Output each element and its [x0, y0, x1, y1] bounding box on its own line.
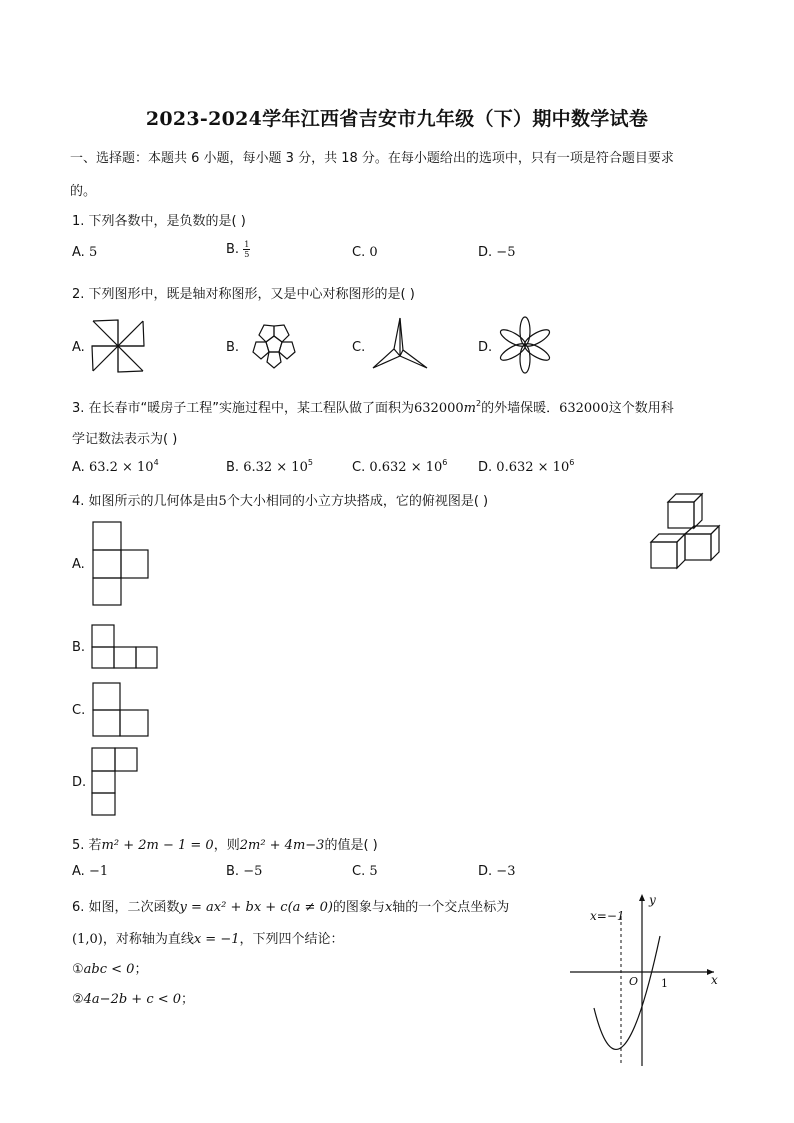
- q3-stem-unit: m: [463, 401, 476, 416]
- q4-stem-pre: 4. 如图所示的几何体是由: [72, 494, 219, 509]
- q5-option-a: [72, 864, 108, 879]
- q6-function: y = ax² + bx + c(a ≠ 0): [179, 900, 333, 915]
- q6-parabola-graph: [564, 890, 734, 1072]
- q1-option-a: [72, 245, 97, 260]
- q1-option-c: [352, 245, 378, 260]
- q4-c-top-view: [92, 682, 150, 738]
- q4-b-top-view: [91, 624, 159, 670]
- q5-a-value: −1: [88, 864, 109, 879]
- q4-c-label: C.: [72, 703, 86, 718]
- q1-option-d: [478, 245, 515, 260]
- q3-c-base: 0.632 × 10: [369, 460, 443, 475]
- q3-d-base: 0.632 × 10: [496, 460, 570, 475]
- q1-option-b: [226, 240, 250, 259]
- q6-c2-mark: ②: [72, 992, 84, 1007]
- q1-b-label: B.: [226, 242, 240, 257]
- q1-stem: 1. 下列各数中，是负数的是( ): [72, 214, 246, 229]
- q4-b-label: B.: [72, 640, 86, 655]
- q5-a-label: A.: [72, 864, 85, 879]
- q3-stem-unit-exp: 2: [475, 399, 482, 408]
- q6-stem-line2: [72, 928, 344, 947]
- q3-stem-post2: 这个数用科: [608, 401, 674, 416]
- q6-conclusion-1: [72, 958, 147, 977]
- q5-b-label: B.: [226, 864, 240, 879]
- section-instructions-line2: 的。: [70, 184, 97, 199]
- q6-axis-line-label: x=−1: [590, 909, 625, 923]
- q2-d-flower-figure: [496, 316, 554, 374]
- q6-line2-mid: ，对称轴为直线: [102, 932, 194, 947]
- q1-a-value: 5: [88, 245, 98, 260]
- q3-b-exp: 5: [307, 458, 313, 467]
- q3-option-c: [352, 458, 447, 475]
- q3-a-base: 63.2 × 10: [88, 460, 154, 475]
- q3-b-base: 6.32 × 10: [243, 460, 308, 475]
- q5-c-value: 5: [369, 864, 378, 879]
- q2-d-label: D.: [478, 340, 493, 355]
- q5-option-c: [352, 864, 378, 879]
- q4-stem: [72, 490, 488, 509]
- q6-one-label: 1: [661, 977, 668, 990]
- q2-a-pinwheel-figure: [90, 318, 146, 374]
- q2-b-label: B.: [226, 340, 240, 355]
- q3-stem-pre: 3. 在长春市“暖房子工程”实施过程中，某工程队做了面积为: [72, 401, 415, 416]
- q4-cube-solid-figure: [648, 492, 722, 570]
- q4-stem-number: 5: [218, 494, 227, 509]
- q3-c-label: C.: [352, 460, 366, 475]
- q3-option-b: [226, 458, 313, 475]
- q5-equation: m² + 2m − 1 = 0: [101, 838, 214, 853]
- q1-d-value: −5: [496, 245, 516, 260]
- q5-c-label: C.: [352, 864, 366, 879]
- q3-stem-number2: 632000: [559, 401, 609, 416]
- q6-parabola-curve: [594, 936, 660, 1049]
- q1-a-label: A.: [72, 245, 85, 260]
- q5-b-value: −5: [243, 864, 263, 879]
- q3-b-label: B.: [226, 460, 240, 475]
- q6-axis-equation: x = −1: [193, 932, 240, 947]
- q5-d-value: −3: [496, 864, 516, 879]
- section-instructions-line1: 一、选择题：本题共 6 小题，每小题 3 分，共 18 分。在每小题给出的选项中，只有一项是符合题目要求: [70, 151, 674, 166]
- q6-stem-post: 轴的一个交点坐标为: [392, 900, 510, 915]
- q6-c1-end: ；: [134, 962, 148, 977]
- q6-y-axis-arrow: [639, 894, 645, 901]
- page-title: 2023-2024学年江西省吉安市九年级（下）期中数学试卷: [145, 108, 649, 130]
- q2-stem: 2. 下列图形中，既是轴对称图形，又是中心对称图形的是( ): [72, 287, 415, 302]
- q5-stem-mid: ，则: [213, 838, 240, 853]
- q6-c2-end: ；: [181, 992, 195, 1007]
- q5-stem: [72, 834, 378, 853]
- q5-stem-post: 的值是( ): [324, 838, 378, 853]
- q6-line2-post: ，下列四个结论：: [239, 932, 344, 947]
- q2-c-label: C.: [352, 340, 366, 355]
- q6-c2-expr: 4a−2b + c < 0: [83, 992, 182, 1007]
- q4-d-label: D.: [72, 775, 87, 790]
- q5-option-b: [226, 864, 262, 879]
- q1-b-fraction: [243, 240, 250, 259]
- q5-option-d: [478, 864, 515, 879]
- q4-d-top-view: [91, 747, 139, 817]
- q4-stem-post: 个大小相同的小立方块搭成，它的俯视图是( ): [226, 494, 489, 509]
- q6-conclusion-2: [72, 988, 194, 1007]
- q6-c1-expr: abc < 0: [83, 962, 135, 977]
- q6-x-label: x: [711, 973, 718, 987]
- q3-d-exp: 6: [569, 458, 575, 467]
- q3-option-a: [72, 458, 159, 475]
- q2-c-star-figure: [370, 316, 430, 374]
- q1-b-numerator: 1: [244, 240, 250, 249]
- q3-d-label: D.: [478, 460, 493, 475]
- q6-intersection-point: (1,0): [72, 932, 103, 947]
- q6-stem-x: x: [384, 900, 393, 915]
- q2-b-pentagon-figure: [244, 315, 304, 375]
- q3-stem-line2: 学记数法表示为( ): [72, 432, 178, 447]
- q3-stem-line1: [72, 397, 674, 416]
- q3-option-d: [478, 458, 574, 475]
- q3-stem-post: 的外墙保暖．: [481, 401, 560, 416]
- q6-origin-label: O: [629, 975, 639, 988]
- q6-stem-mid: 的图象与: [332, 900, 385, 915]
- q4-a-label: A.: [72, 557, 85, 572]
- q5-stem-pre: 5. 若: [72, 838, 102, 853]
- q5-d-label: D.: [478, 864, 493, 879]
- q1-c-value: 0: [369, 245, 378, 260]
- q2-a-label: A.: [72, 340, 85, 355]
- q3-a-label: A.: [72, 460, 85, 475]
- q3-c-exp: 6: [442, 458, 448, 467]
- q6-stem-pre: 6. 如图，二次函数: [72, 900, 180, 915]
- q6-stem-line1: [72, 896, 509, 915]
- q6-y-label: y: [649, 893, 656, 907]
- q3-a-exp: 4: [153, 458, 159, 467]
- q4-a-top-view: [92, 521, 150, 607]
- q1-c-label: C.: [352, 245, 366, 260]
- q1-b-denominator: 5: [244, 250, 250, 259]
- q1-d-label: D.: [478, 245, 493, 260]
- q5-expression: 2m² + 4m−3: [239, 838, 325, 853]
- q3-stem-number: 632000: [414, 401, 464, 416]
- q6-c1-mark: ①: [72, 962, 84, 977]
